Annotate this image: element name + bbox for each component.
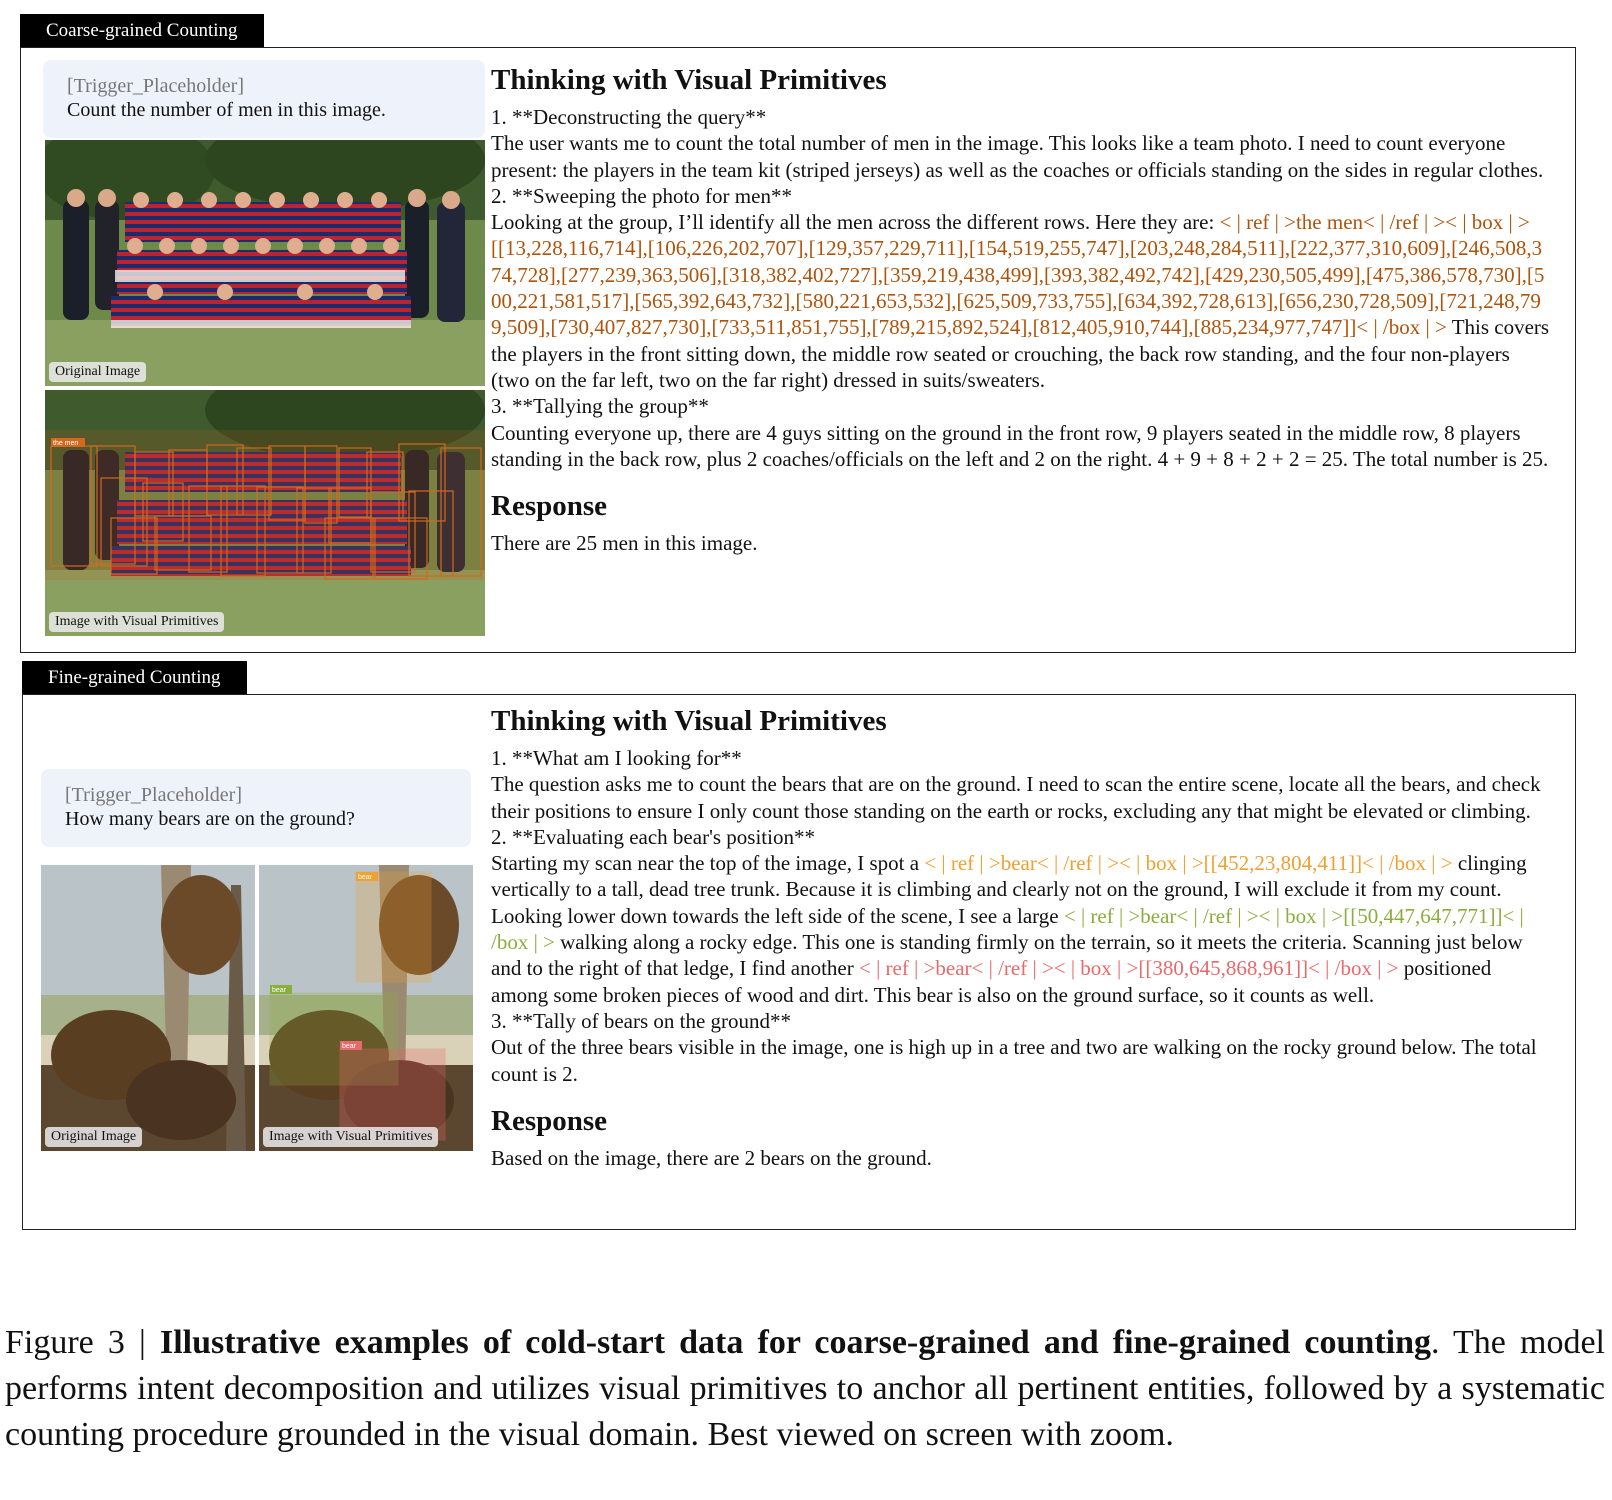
- fine-tab-label: Fine-grained Counting: [48, 667, 221, 688]
- coarse-tab: [20, 14, 264, 48]
- fine-s2-c-post: positioned among some broken pieces of wood and dirt. This bear is also on the ground surface, so it counts as well.: [491, 956, 1492, 1007]
- fine-s3-body: Out of the three bears visible in the image, one is high up in a tree and two are walking on the rocky ground below. The total count is 2.: [491, 1035, 1537, 1086]
- fine-box-label-b: bear: [272, 987, 287, 994]
- fine-original-label: Original Image: [45, 1127, 142, 1147]
- coarse-original-label: Original Image: [49, 362, 146, 382]
- fine-s3-head: 3. **Tally of bears on the ground**: [491, 1008, 792, 1033]
- fine-s1-head: 1. **What am I looking for**: [491, 746, 742, 770]
- coarse-s3-body: Counting everyone up, there are 4 guys sitting on the ground in the front row, 9 players seated in the middle row, 8 players standing in the back row, plus 2 coaches/officials on the left and 2 on the right. 4 + 9 + 8 + 2 + 2 = 25. The total number is 25.: [491, 420, 1549, 471]
- coarse-text: [491, 62, 1551, 556]
- fine-original-image: [41, 865, 255, 1151]
- coarse-primitive-image: [45, 390, 485, 636]
- fine-s2-b-token: < | ref | >bear< | /ref | >< | box | >[[50,447,647,771]]< | /box | >: [491, 903, 1524, 955]
- fine-response-title: Response: [491, 1104, 608, 1137]
- coarse-box-label: the men: [53, 440, 79, 447]
- fine-s2-a-post: clinging vertically to a tall, dead tree trunk. Because it is climbing and clearly not on the ground, I will exclude it from my count. Looking lower down towards the left side of the scene, I see a large: [491, 851, 1527, 928]
- fine-question: How many bears are on the ground?: [65, 808, 355, 830]
- coarse-tab-label: Coarse-grained Counting: [46, 20, 238, 41]
- coarse-response-title: Response: [491, 490, 608, 523]
- fine-primitive-label: Image with Visual Primitives: [263, 1127, 438, 1147]
- coarse-s2-pre: Looking at the group, I’ll identify all the men across the different rows. Here they are:: [491, 210, 1220, 235]
- figure-desc: The model performs intent decomposition and utilizes visual primitives to anchor all pertinent entities, followed by a systematic counting procedure grounded in the visual domain. Best viewed on screen with zoom.: [5, 1324, 1605, 1453]
- fine-s2-a-pre: Starting my scan near the top of the image, I spot a: [491, 851, 925, 876]
- figure-caption: Figure 3 | Illustrative examples of cold-start data for coarse-grained and fine-grained counting. The model performs intent decomposition and utilizes visual primitives to anchor all pertinent entities, followed by a systematic counting procedure grounded in the visual domain. Best viewed on screen with zoom.: [5, 1324, 1605, 1453]
- coarse-original-image: [45, 140, 485, 386]
- fine-box-label-c: bear: [342, 1043, 357, 1050]
- fine-panel: [22, 694, 1576, 1230]
- coarse-trigger: [Trigger_Placeholder]: [67, 75, 244, 97]
- coarse-thinking-title: Thinking with Visual Primitives: [491, 64, 887, 96]
- coarse-s2-token: < | ref | >the men< | /ref | >< | box | >[[13,228,116,714],[106,226,202,707],[129,357,229,711],[154,519,255,747],[203,248,284,511],[222,377,310,609],[246,508,374,728],[277,239,363,506],[318,382,402,727],[359,219,438,499],[393,382,492,742],[429,230,505,499],[475,386,578,730],[500,221,581,517],[565,392,643,732],[580,221,653,532],[625,509,733,755],[634,392,728,613],[656,230,728,509],[721,248,799,509],[730,407,827,730],[733,511,851,755],[789,215,892,524],[812,405,910,744],[885,234,977,747]]< | /box | >: [491, 210, 1545, 340]
- coarse-question: Count the number of men in this image.: [67, 99, 386, 121]
- fine-s2-a-token: < | ref | >bear< | /ref | >< | box | >[[452,23,804,411]]< | /box | >: [924, 851, 1453, 876]
- fine-s2-body: [491, 850, 1553, 1008]
- coarse-s2-body: [491, 209, 1551, 393]
- fine-s2-c-token: < | ref | >bear< | /ref | >< | box | >[[380,645,868,961]]< | /box | >: [858, 956, 1399, 981]
- coarse-s1-head: 1. **Deconstructing the query**: [491, 105, 767, 129]
- fine-s1-body: The question asks me to count the bears that are on the ground. I need to scan the entire scene, locate all the bears, and check their positions to ensure I only count those standing on the earth or rocks, excluding any that might be elevated or climbing.: [491, 772, 1541, 823]
- coarse-primitive-label: Image with Visual Primitives: [49, 612, 224, 632]
- fine-text: [491, 703, 1553, 1171]
- coarse-prompt: [43, 60, 485, 138]
- coarse-s2-post: This covers the players in the front sitting down, the middle row seated or crouching, the back row standing, and the four non-players (two on the far left, two on the far right) dressed in suits/sweaters.: [491, 315, 1550, 392]
- coarse-panel: [20, 47, 1576, 653]
- fine-prompt: [41, 769, 471, 847]
- fine-s2-head: 2. **Evaluating each bear's position**: [491, 824, 815, 849]
- figure-number: Figure 3: [5, 1324, 125, 1361]
- coarse-s3-head: 3. **Tallying the group**: [491, 394, 709, 419]
- fine-primitive-image: [259, 865, 473, 1151]
- fine-box-label-a: bear: [358, 874, 373, 881]
- fine-s2-b-post: walking along a rocky edge. This one is standing firmly on the terrain, so it meets the criteria. Scanning just below and to the right of that ledge, I find another: [491, 930, 1523, 981]
- fine-tab: [22, 661, 247, 695]
- fine-response: Based on the image, there are 2 bears on the ground.: [491, 1145, 932, 1170]
- fine-thinking-title: Thinking with Visual Primitives: [491, 705, 887, 737]
- figure-title: Illustrative examples of cold-start data for coarse-grained and fine-grained counting: [159, 1324, 1432, 1361]
- coarse-response: There are 25 men in this image.: [491, 531, 758, 556]
- coarse-s2-head: 2. **Sweeping the photo for men**: [491, 183, 792, 208]
- coarse-s1-body: The user wants me to count the total number of men in the image. This looks like a team photo. I need to count everyone present: the players in the team kit (striped jerseys) as well as the coaches or officials standing on the sides in regular clothes.: [491, 131, 1544, 182]
- fine-trigger: [Trigger_Placeholder]: [65, 784, 242, 806]
